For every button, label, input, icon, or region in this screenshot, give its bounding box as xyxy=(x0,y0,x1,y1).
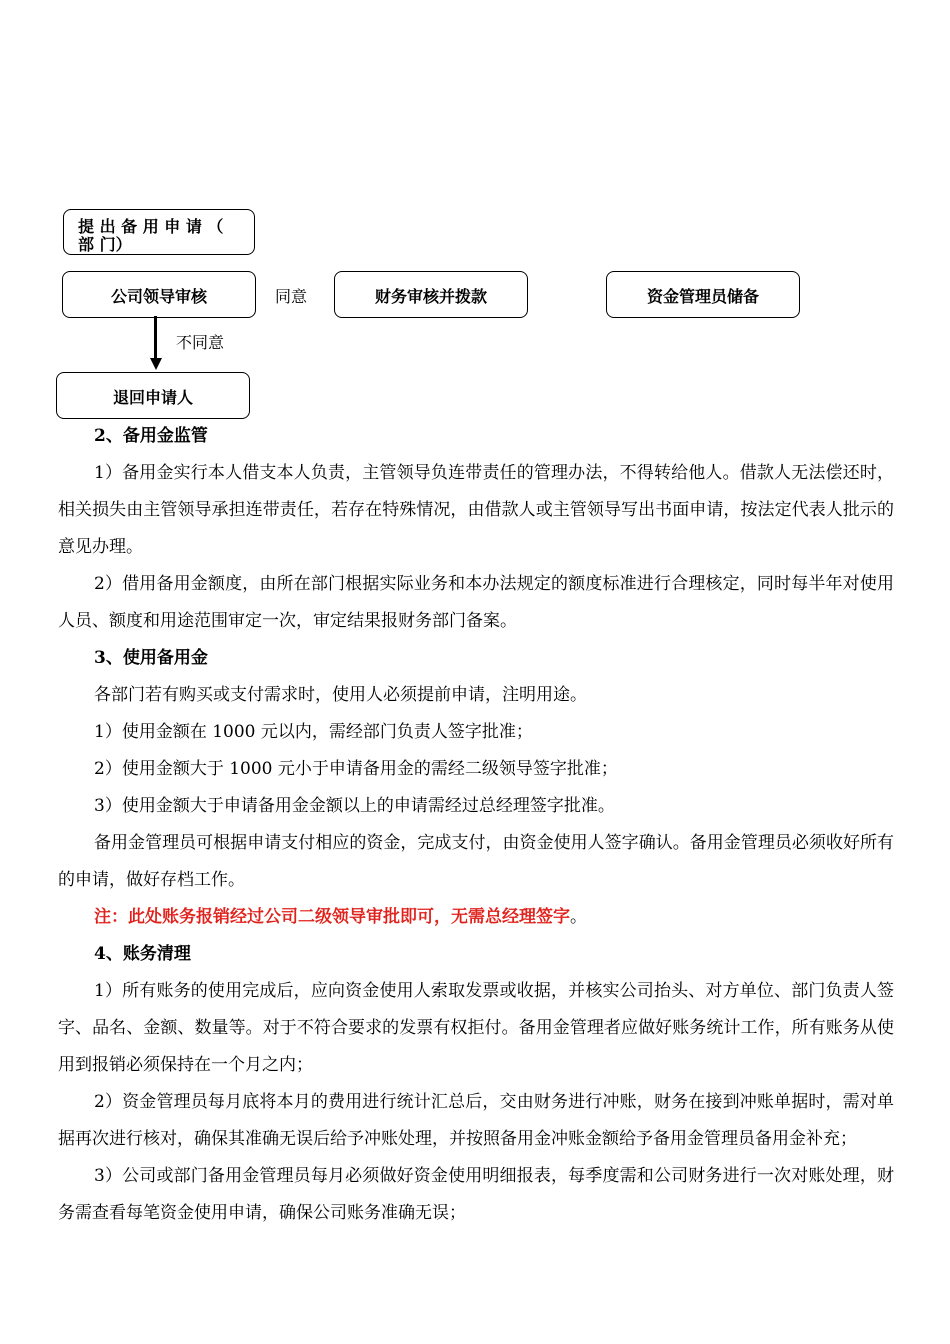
flow-box-apply-text: 提 出 备 用 申 请 （ 部 门） xyxy=(78,217,224,254)
document-body xyxy=(58,418,894,1232)
note-red-text: 注：此处账务报销经过公司二级领导审批即可，无需总经理签字 xyxy=(94,907,570,927)
section-2-para-1: 1）备用金实行本人借支本人负责，主管领导负连带责任的管理办法，不得转给他人。借款人无法偿还时，相关损失由主管领导承担连带责任，若存在特殊情况，由借款人或主管领导写出书面申请，按法定代表人批示的意见办理。 xyxy=(58,463,894,557)
section-4-para-2: 2）资金管理员每月底将本月的费用进行统计汇总后，交由财务进行冲账，财务在接到冲账单据时，需对单据再次进行核对，确保其准确无误后给予冲账处理，并按照备用金冲账金额给予备用金管理员备用金补充； xyxy=(58,1092,894,1149)
section-3-intro: 各部门若有购买或支付需求时，使用人必须提前申请，注明用途。 xyxy=(94,685,587,705)
section-2-para-2: 2）借用备用金额度，由所在部门根据实际业务和本办法规定的额度标准进行合理核定，同时每半年对使用人员、额度和用途范围审定一次，审定结果报财务部门备案。 xyxy=(58,574,894,631)
flow-box-apply xyxy=(63,209,255,255)
section-3-para-admin: 备用金管理员可根据申请支付相应的资金，完成支付，由资金使用人签字确认。备用金管理员必须收好所有的申请，做好存档工作。 xyxy=(58,833,894,890)
flow-box-finance-text: 财务审核并拨款 xyxy=(374,287,487,306)
flow-box-leader xyxy=(62,271,256,318)
section-3-item-3: 3）使用金额大于申请备用金金额以上的申请需经过总经理签字批准。 xyxy=(94,796,615,816)
flow-arrow-down-line xyxy=(154,316,157,360)
flow-box-return-text: 退回申请人 xyxy=(112,388,193,407)
section-3-heading: 3、使用备用金 xyxy=(94,648,208,668)
flow-box-return xyxy=(56,372,250,419)
flow-label-agree: 同意 xyxy=(275,287,308,306)
section-4-para-3: 3）公司或部门备用金管理员每月必须做好资金使用明细报表，每季度需和公司财务进行一次对账处理，财务需查看每笔资金使用申请，确保公司账务准确无误； xyxy=(58,1166,894,1223)
flow-label-disagree: 不同意 xyxy=(176,333,225,352)
section-3-item-2: 2）使用金额大于 1000 元小于申请备用金的需经二级领导签字批准； xyxy=(94,759,618,779)
note-end: 。 xyxy=(570,907,587,927)
section-4-para-1: 1）所有账务的使用完成后，应向资金使用人索取发票或收据，并核实公司抬头、对方单位、部门负责人签字、品名、金额、数量等。对于不符合要求的发票有权拒付。备用金管理者应做好账务统计工作，所有账务从使用到报销必须保持在一个月之内； xyxy=(58,981,894,1075)
note-paragraph xyxy=(58,899,894,936)
flow-arrow-down-head xyxy=(150,358,162,370)
section-3-item-1: 1）使用金额在 1000 元以内，需经部门负责人签字批准； xyxy=(94,722,533,742)
flow-box-finance xyxy=(334,271,528,318)
flow-box-fund xyxy=(606,271,800,318)
section-2-heading: 2、备用金监管 xyxy=(94,426,208,446)
section-4-heading: 4、账务清理 xyxy=(94,944,191,964)
flow-box-leader-text: 公司领导审核 xyxy=(110,287,207,306)
flow-box-fund-text: 资金管理员储备 xyxy=(646,287,759,306)
